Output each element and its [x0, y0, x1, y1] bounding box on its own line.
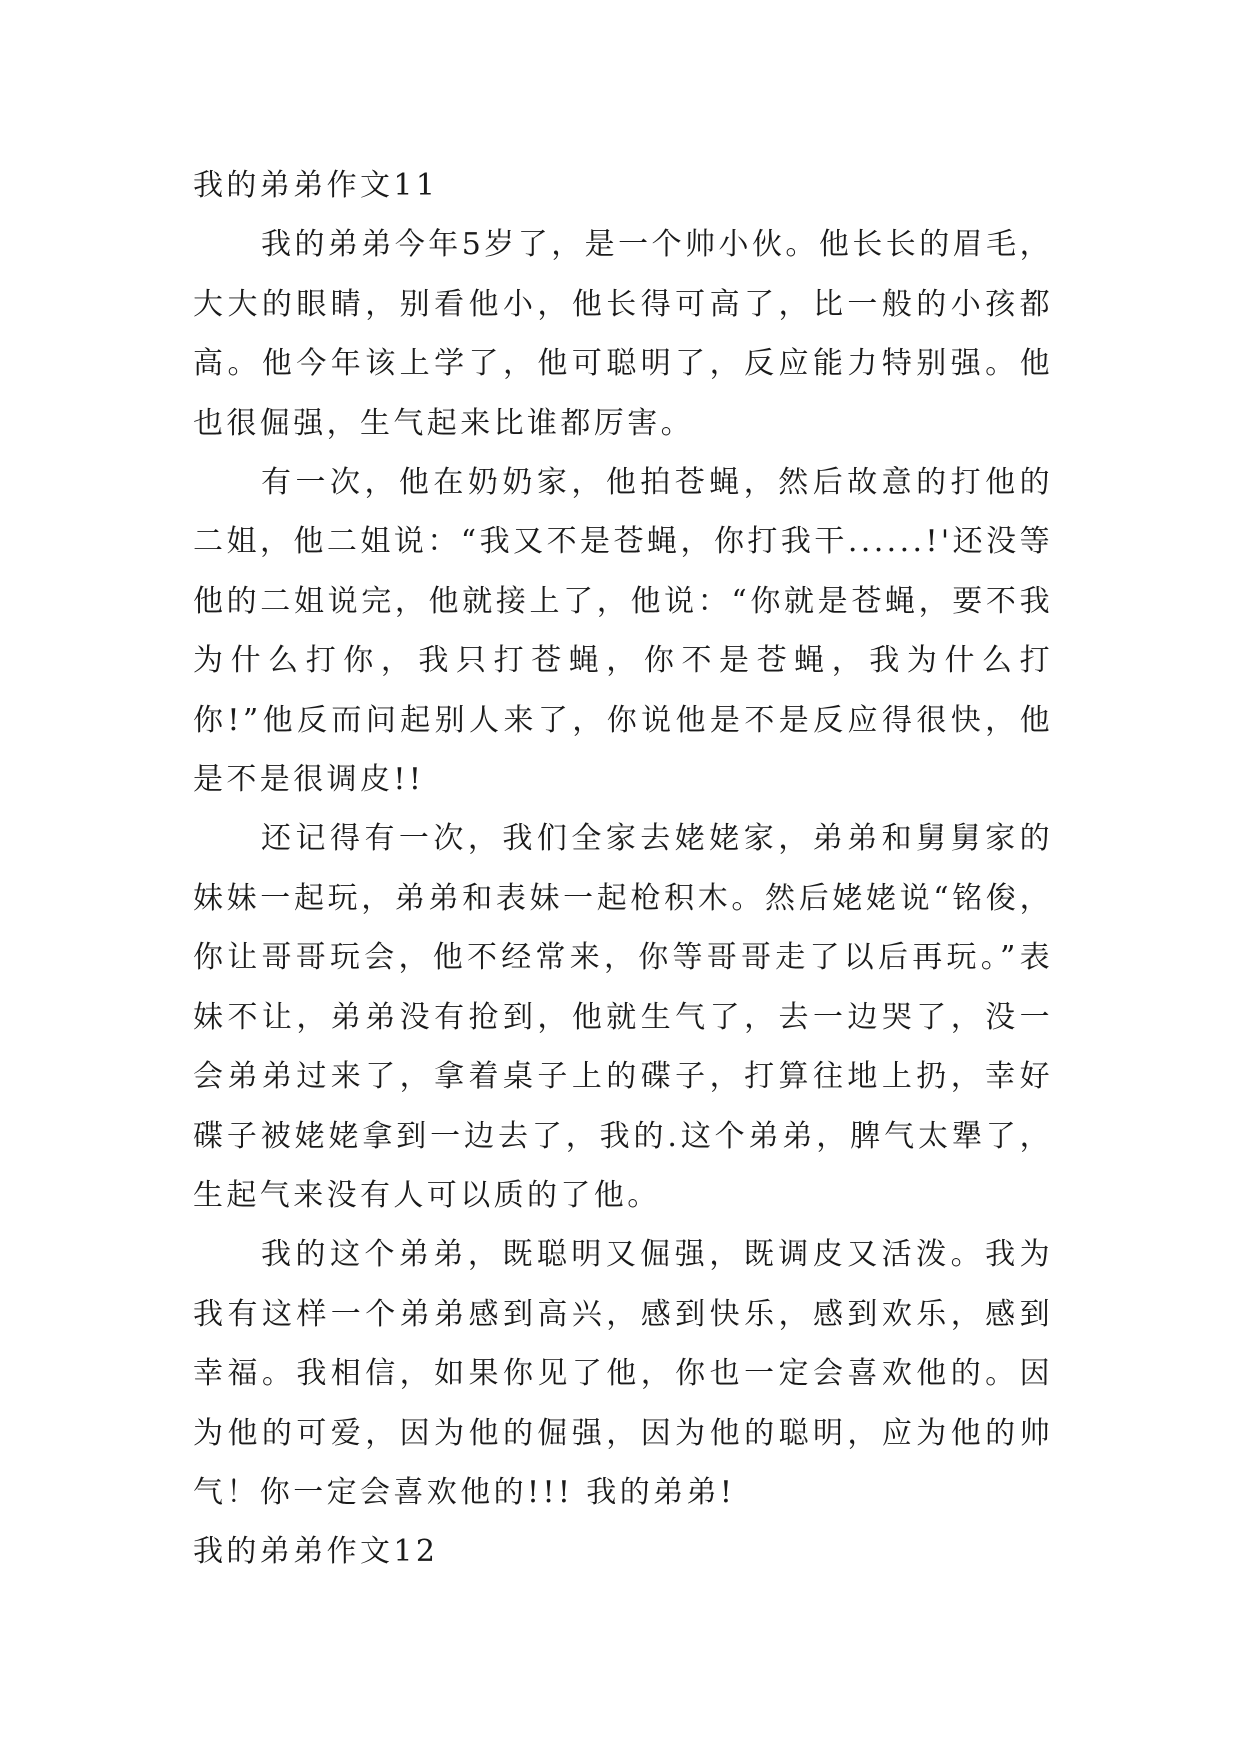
document-body	[193, 156, 1053, 1582]
essay-heading-11: 我的弟弟作文11	[193, 168, 439, 203]
paragraph-conclusion: 我的这个弟弟，既聪明又倔强，既调皮又活泼。我为我有这样一个弟弟感到高兴，感到快乐，感到欢乐，感到幸福。我相信，如果你见了他，你也一定会喜欢他的。因为他的可爱，因为他的倔强，因为他的聪明，应为他的帅气！你一定会喜欢他的!!! 我的弟弟!	[193, 1237, 1053, 1510]
paragraph-intro: 我的弟弟今年5岁了，是一个帅小伙。他长长的眉毛，大大的眼睛，别看他小，他长得可高了，比一般的小孩都高。他今年该上学了，他可聪明了，反应能力特别强。他也很倔强，生气起来比谁都厉害。	[193, 227, 1053, 441]
paragraph-blocks-story: 还记得有一次，我们全家去姥姥家，弟弟和舅舅家的妹妹一起玩，弟弟和表妹一起枪积木。然后姥姥说“铭俊，你让哥哥玩会，他不经常来，你等哥哥走了以后再玩。”表妹不让，弟弟没有抢到，他就生气了，去一边哭了，没一会弟弟过来了，拿着桌子上的碟子，打算往地上扔，幸好碟子被姥姥拿到一边去了，我的.这个弟弟，脾气太犟了，生起气来没有人可以质的了他。	[193, 821, 1053, 1213]
paragraph-fly-story: 有一次，他在奶奶家，他拍苍蝇，然后故意的打他的二姐，他二姐说：“我又不是苍蝇，你打我干......!'还没等他的二姐说完，他就接上了，他说：“你就是苍蝇，要不我为什么打你，我只打苍蝇，你不是苍蝇，我为什么打你!”他反而问起别人来了，你说他是不是反应得很快，他是不是很调皮!!	[193, 465, 1053, 798]
essay-heading-12: 我的弟弟作文12	[193, 1534, 439, 1570]
